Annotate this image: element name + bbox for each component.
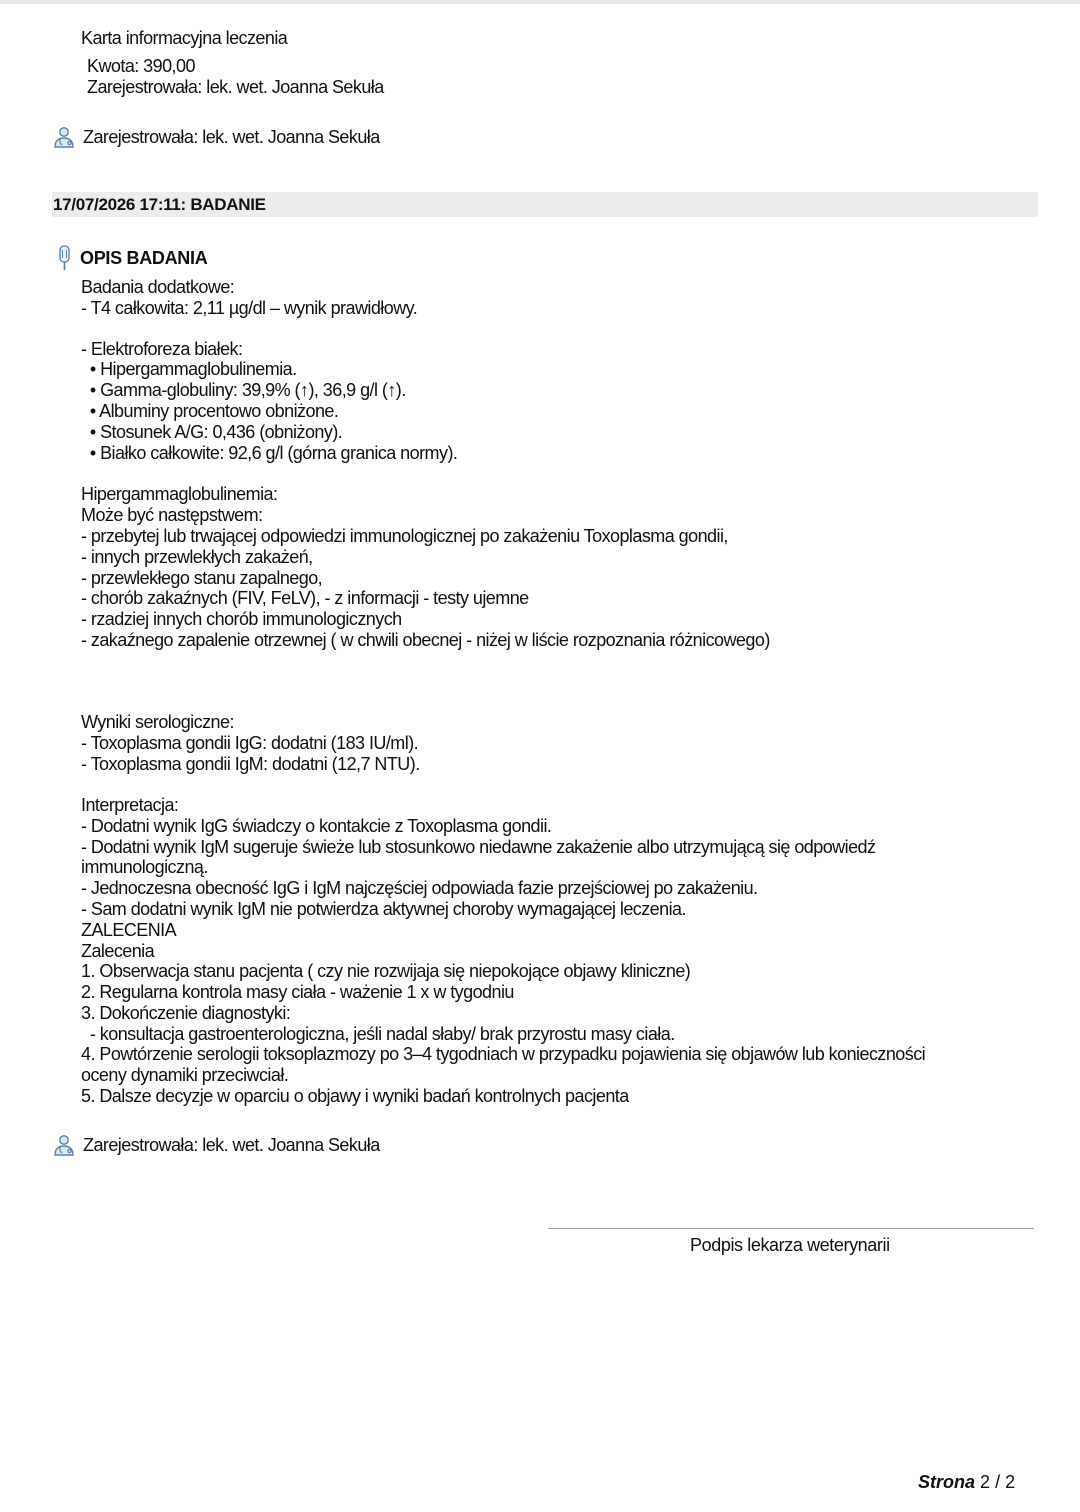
signature-label: Podpis lekarza weterynarii <box>690 1235 890 1255</box>
page-current: 2 <box>980 1472 991 1492</box>
exam-line: • Albuminy procentowo obniżone. <box>81 401 339 421</box>
exam-line: Zalecenia <box>81 941 155 961</box>
exam-line: - Sam dodatni wynik IgM nie potwierdza aktywnej choroby wymagającej leczenia. <box>81 899 686 919</box>
exam-line: - Dodatni wynik IgG świadczy o kontakcie z Toxoplasma gondii. <box>81 816 552 836</box>
exam-line: - chorób zakaźnych (FIV, FeLV), - z informacji - testy ujemne <box>81 588 529 608</box>
page-total: / 2 <box>995 1472 1016 1492</box>
exam-line: - przebytej lub trwającej odpowiedzi immunologicznej po zakażeniu Toxoplasma gondii, <box>81 526 728 546</box>
exam-line: 2. Regularna kontrola masy ciała - ważenie 1 x w tygodniu <box>81 982 514 1002</box>
registered-label: Zarejestrowała: lek. wet. Joanna Sekuła <box>83 1134 380 1155</box>
exam-line: 3. Dokończenie diagnostyki: <box>81 1003 291 1023</box>
registered-label: Zarejestrowała: lek. wet. Joanna Sekuła <box>83 126 380 147</box>
signature-line <box>548 1228 1034 1229</box>
exam-line: Interpretacja: <box>81 795 179 815</box>
opis-badania-label: OPIS BADANIA <box>80 247 208 268</box>
amount-text: Kwota: 390,00 <box>87 56 195 76</box>
exam-line: - Jednoczesna obecność IgG i IgM najczęściej odpowiada fazie przejściowej po zakażeniu. <box>81 878 758 898</box>
exam-line: Hipergammaglobulinemia: <box>81 484 278 504</box>
exam-line: • Gamma-globuliny: 39,9% (↑), 36,9 g/l (↑). <box>81 380 406 400</box>
top-edge-bar <box>0 0 1080 4</box>
exam-line: - Dodatni wynik IgM sugeruje świeże lub stosunkowo niedawne zakażenie albo utrzymującą się odpowiedź <box>81 837 876 857</box>
exam-line: 5. Dalsze decyzje w oparciu o objawy i wyniki badań kontrolnych pacjenta <box>81 1086 629 1106</box>
exam-line: - zakaźnego zapalenie otrzewnej ( w chwili obecnej - niżej w liście rozpoznania różnicowego) <box>81 630 770 650</box>
exam-line: oceny dynamiki przeciwciał. <box>81 1065 289 1085</box>
registered-by-text: Zarejestrowała: lek. wet. Joanna Sekuła <box>87 77 384 97</box>
page-number <box>918 1472 1015 1493</box>
doctor-user-icon <box>52 1133 76 1157</box>
exam-line: ZALECENIA <box>81 920 177 940</box>
paperclip-note-icon <box>58 245 72 271</box>
document-title: Karta informacyjna leczenia <box>81 28 288 48</box>
exam-line: - innych przewlekłych zakażeń, <box>81 547 313 567</box>
exam-line: - konsultacja gastroenterologiczna, jeśli nadal słaby/ brak przyrostu masy ciała. <box>81 1024 675 1044</box>
exam-line: - rzadziej innych chorób immunologicznych <box>81 609 402 629</box>
exam-line: Może być następstwem: <box>81 505 263 525</box>
page-label: Strona <box>918 1472 976 1492</box>
exam-section-header: 17/07/2026 17:11: BADANIE <box>52 192 1038 217</box>
exam-line: Badania dodatkowe: <box>81 277 235 297</box>
exam-line: - Toxoplasma gondii IgG: dodatni (183 IU/ml). <box>81 733 419 753</box>
opis-badania-title <box>58 245 207 271</box>
exam-line: • Białko całkowite: 92,6 g/l (górna granica normy). <box>81 443 458 463</box>
exam-line: - Toxoplasma gondii IgM: dodatni (12,7 NTU). <box>81 754 420 774</box>
exam-line: - Elektroforeza białek: <box>81 339 243 359</box>
exam-line: • Hipergammaglobulinemia. <box>81 359 297 379</box>
exam-line: 4. Powtórzenie serologii toksoplazmozy po 3–4 tygodniach w przypadku pojawienia się objawów lub konieczności <box>81 1044 926 1064</box>
exam-line: immunologiczną. <box>81 857 208 877</box>
exam-line: - T4 całkowita: 2,11 µg/dl – wynik prawidłowy. <box>81 298 418 318</box>
registered-row-bottom <box>52 1133 380 1157</box>
exam-line: 1. Obserwacja stanu pacjenta ( czy nie rozwijaja się niepokojące objawy kliniczne) <box>81 961 691 981</box>
registered-row-top <box>52 125 380 149</box>
doctor-user-icon <box>52 125 76 149</box>
exam-line: Wyniki serologiczne: <box>81 712 234 732</box>
exam-line: - przewlekłego stanu zapalnego, <box>81 568 323 588</box>
exam-line: • Stosunek A/G: 0,436 (obniżony). <box>81 422 343 442</box>
